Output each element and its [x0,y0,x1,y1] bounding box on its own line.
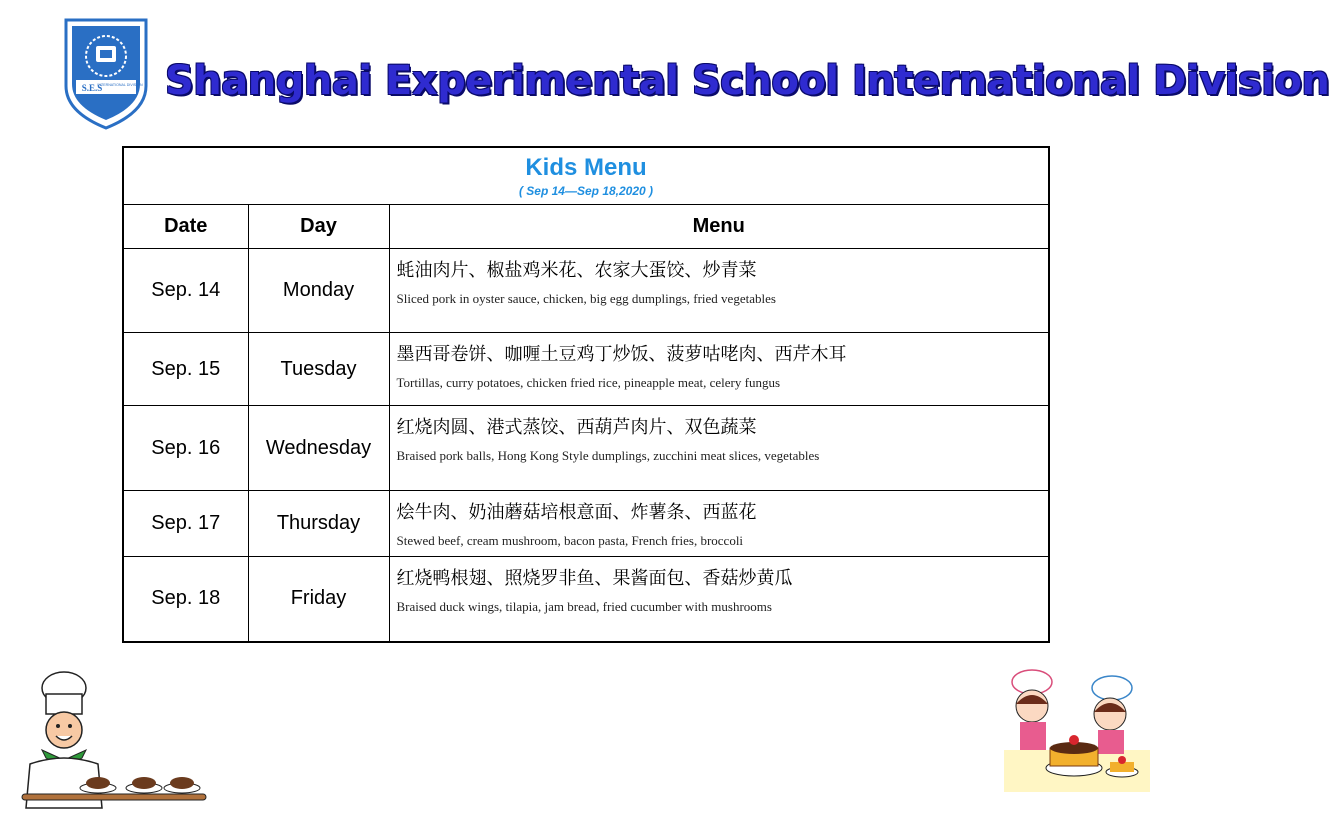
row-date: Sep. 14 [123,249,248,333]
table-row [123,557,1049,642]
row-date: Sep. 15 [123,333,248,406]
row-day: Monday [248,249,389,333]
menu-title-cell [123,147,1049,205]
menu-date-range: ( Sep 14—Sep 18,2020 ) [518,184,654,198]
logo-subtext: INTERNATIONAL DIVISION [97,83,143,87]
menu-english: Sliced pork in oyster sauce, chicken, big egg dumplings, fried vegetables [396,291,776,306]
column-header-date: Date [123,205,248,249]
row-date: Sep. 16 [123,406,248,491]
row-menu [389,557,1049,642]
row-day: Tuesday [248,333,389,406]
menu-english: Braised pork balls, Hong Kong Style dumplings, zucchini meat slices, vegetables [396,448,820,463]
menu-chinese: 烩牛肉、奶油蘑菇培根意面、炸薯条、西蓝花 [396,502,757,523]
menu-english: Braised duck wings, tilapia, jam bread, fried cucumber with mushrooms [396,599,772,614]
menu-title: Kids Menu [525,154,647,181]
menu-english: Stewed beef, cream mushroom, bacon pasta, French fries, broccoli [396,533,744,548]
menu-chinese: 红烧肉圆、港式蒸饺、西葫芦肉片、双色蔬菜 [396,417,757,438]
row-menu [389,249,1049,333]
column-header-day: Day [248,205,389,249]
menu-table [122,146,1050,643]
row-menu [389,406,1049,491]
row-menu [389,333,1049,406]
menu-chinese: 墨西哥卷饼、咖喱土豆鸡丁炒饭、菠萝咕咾肉、西芹木耳 [396,344,847,365]
column-header-menu: Menu [389,205,1049,249]
menu-english: Tortillas, curry potatoes, chicken fried rice, pineapple meat, celery fungus [396,375,781,390]
table-row [123,249,1049,333]
menu-chinese: 蚝油肉片、椒盐鸡米花、农家大蛋饺、炒青菜 [396,260,757,281]
kids-baking-illustration [1002,668,1152,794]
menu-chinese: 红烧鸭根翅、照烧罗非鱼、果酱面包、香菇炒黄瓜 [396,568,793,589]
school-name: Shanghai Experimental School International Division [165,58,1329,104]
row-date: Sep. 17 [123,491,248,557]
row-date: Sep. 18 [123,557,248,642]
menu-title-row [123,147,1049,205]
row-menu [389,491,1049,557]
row-day: Friday [248,557,389,642]
row-day: Wednesday [248,406,389,491]
logo-text: S.E.S [81,83,103,93]
school-logo [62,16,150,130]
row-day: Thursday [248,491,389,557]
table-row [123,333,1049,406]
chef-illustration [12,668,208,818]
header-row [123,205,1049,249]
table-row [123,491,1049,557]
table-row [123,406,1049,491]
